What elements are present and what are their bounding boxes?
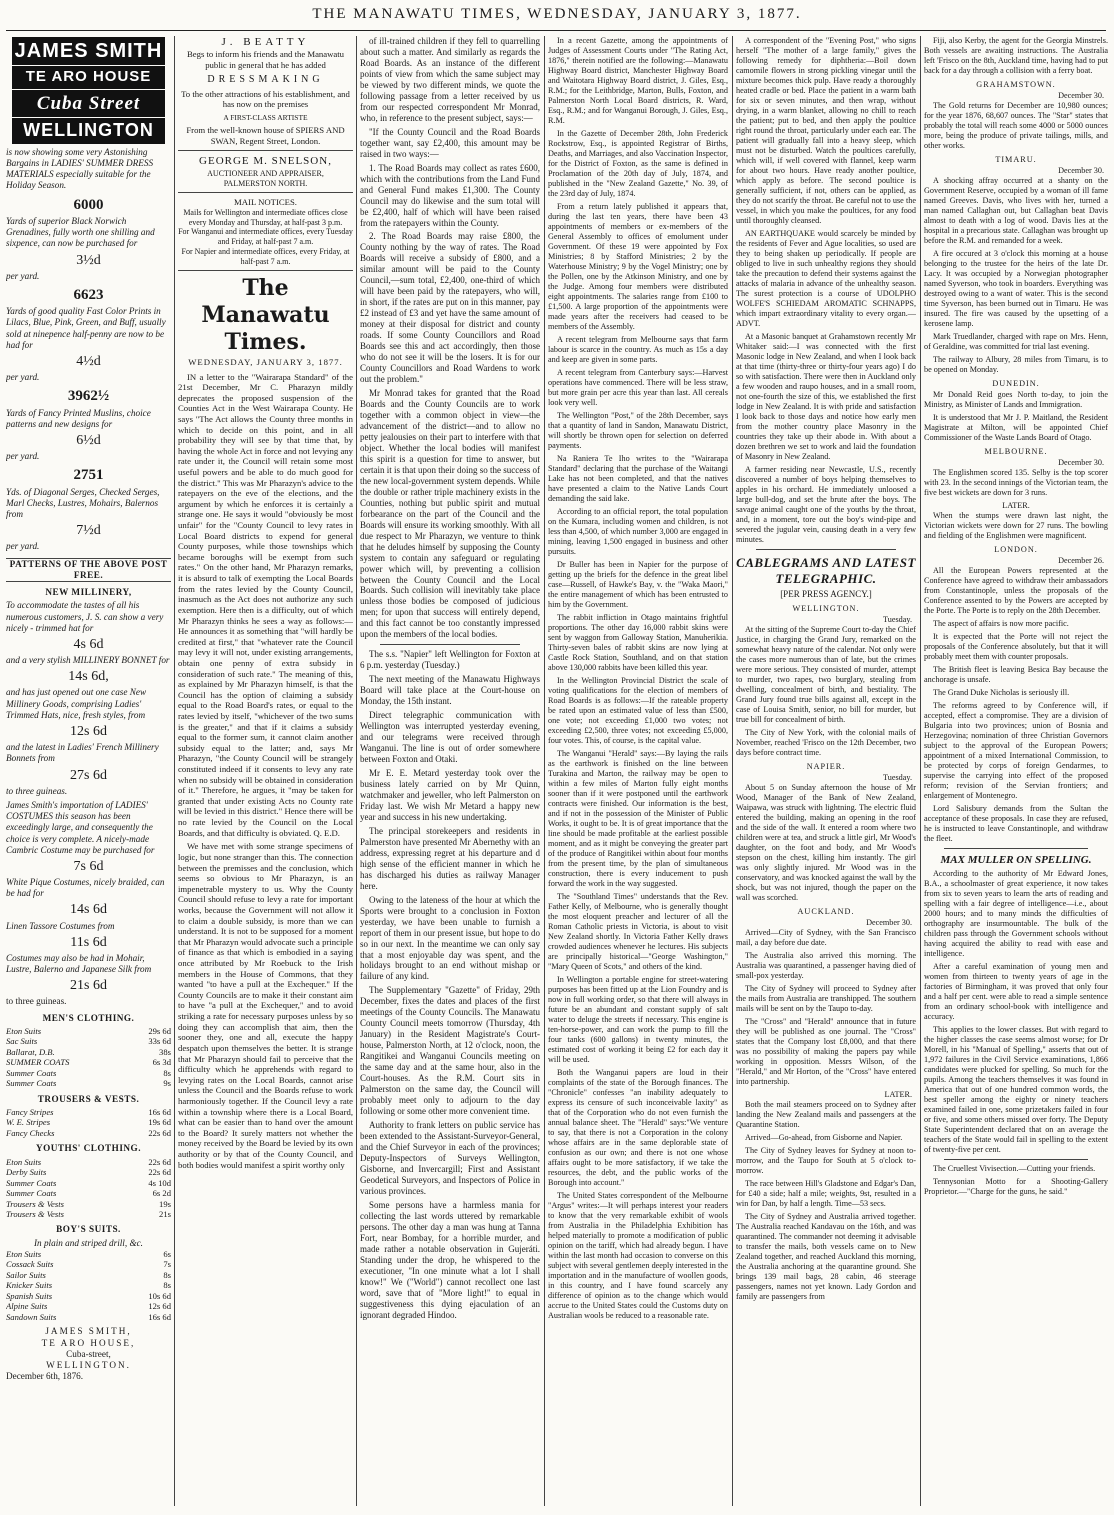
item-name: Fancy Checks [6, 1127, 55, 1138]
ad-signature: TE ARO HOUSE, [41, 1337, 136, 1348]
ad-section-heading: TROUSERS & VESTS. [37, 1093, 140, 1104]
ad-description: Costumes may also be had in Mohair, Lustre, Balerno and Japanese Silk from [6, 952, 152, 975]
dateline-day: December 30. [1058, 458, 1104, 467]
dateline-day: Tuesday. [883, 772, 912, 782]
price-row [6, 1188, 171, 1198]
article-paragraph: After a careful examination of young men and women from thirteen to twenty years of age in the factories of Birmingham, it was proved that only four and a half per cent. were able to read a simple sentence from an ordinary school-book with intelligence and accuracy. [924, 962, 1108, 1022]
beatty-advertisement [178, 36, 353, 151]
news-item: The principal storekeepers and residents in Palmerston have presented Mr Abernethy with an address, expressing regret at his departure and d high sense of the efficient manner in which he has discharged his duties as railway Manager here. [360, 825, 540, 891]
news-item: Some persons have a harmless mania for collecting the last words uttered by remarkable persons. The other day a man was hung at Tanna Fort, near Bombay, for a horrible murder, and made rather a notable observation in Gujeráti. Standing under the drop, he whispered to the executioner, "In one minute what a lot I shall know!" We ("World") cannot recollect one last word, save that of "More light!" to equal in suggestiveness this dying ejaculation of an ignorant degraded Hindoo. [360, 1199, 540, 1320]
news-item: Both the mail steamers proceed on to Sydney after landing the New Zealand mails and passengers at the Quarantine Station. [736, 1099, 916, 1129]
news-item: In Wellington a portable engine for street-watering purposes has been fitted up at the Lion Foundry and is now in full working order, so that there will always in future be an abundant and constant supply of salt water to deluge the streets if necessary. This engine is ten-horse-power, and can work the pump to fill the four tanks (600 gallons) in twenty minutes, the estimated cost of working it being £2 for each day it will be used. [548, 975, 728, 1064]
item-name: Spanish Suits [6, 1290, 53, 1301]
ad-quantity: 6623 [73, 286, 104, 303]
dateline-place: GRAHAMSTOWN. [976, 80, 1056, 89]
later-label: LATER. [1002, 501, 1030, 510]
price-row [6, 1026, 171, 1036]
ad-unit: per yard. [6, 372, 40, 383]
price-row [6, 1280, 171, 1290]
price-row [6, 1249, 171, 1259]
item-name: Trousers & Vests [6, 1209, 64, 1219]
item-name: Summer Coats [6, 1067, 57, 1078]
item-price: 8s [163, 1067, 171, 1078]
ad-price: 4½d [76, 354, 101, 370]
news-item: It is understood that Mr J. P. Maitland, the Resident Magistrate at Milton, will be appointed Chief Commissioner of the Waste Lands Board of Otago. [924, 413, 1108, 442]
news-item: When the stumps were drawn last night, the Victorian wickets were down for 27 runs. The bowling and fielding of the Englishmen were magnificent. [924, 511, 1108, 540]
dateline-place: TIMARU. [995, 155, 1037, 164]
dateline-day: Tuesday. [883, 614, 912, 624]
news-item: The City of Sydney leaves for Sydney at noon to-morrow, and the Taupo for South at 5 o'clock to-morrow. [736, 1145, 916, 1175]
item-price: 16s 6d [148, 1311, 171, 1322]
news-item: In a recent Gazette, among the appointments of Judges of Assessment Courts under "The Rating Act, 1876," therein notified are the following:—Manawatu Highway Board district, Manchester Highway Board and Waitotara Highway Board district, J. Giles, Esq., R.M.; for the Leithbridge, Marton, Bulls, Foxton, and Palmerston North Local Board districts, R. Ward, Esq., R.M.; and for Wanganui Borough, J. Giles, Esq., R.M. [548, 36, 728, 125]
mail-notice: For Wanganui and intermediate offices, every Tuesday and Friday, at half-past 7 a.m. [178, 227, 353, 247]
article-paragraph: IN a letter to the "Wairarapa Standard" of the 21st December, Mr C. Pharazyn mildly deprecates the proposed suspension of the Counties Act in the West Wairarapa County. He says "The Act allows the County three months in which to decide on this point, and in all probability they will see by that time that, by having the whole Act in force and not levying any rate under it, the Council will retain some most useful powers and be able to do much good for the district." This was Mr Pharazyn's advice to the ratepayers on the eve of the elections, and the argument by which he enforces it is certainly a strange one. He says it would "obviously be most unfair" for the "County Council to levy rates in Local Board districts to expend for general County purposes, while those townships which became boroughs will be exempt from such rates." On the other hand, Mr Pharazyn remarks, it is absurd to talk of exempting the Local Boards from the rates levied by the County Council, inasmuch as the Act does not authorize any such exemption. Here then is a difficulty, out of which Mr Pharazyn thinks he sees a way as follows:—He announces it as something that "will hardly be credited at first," that "whatever rate the Council may levy it will not, under existing arrangements, obtain one penny of extra subsidy in consideration of such rate." The meaning of this, as explained by Mr Pharazyn himself, is that the Council has the option of claiming a subsidy equal to the Road Board's rates, or equal to the rates levied by itself, "whichever of the two sums is the greater," and that if it claims a subsidy equal to the former sum, it cannot claim another subsidy equal to the latter; and, says Mr Pharazyn, "the County Council will be strangely constituted indeed if it consents to levy any rate when no subsidy will be obtained in consideration of it." Therefore, he argues, it "may be taken for granted that under existing Acts no County rate will be levied in this district." Hence there will be no rate levied by the Council on the Local Boards, and that difficulty is obviated. Q. E.D. [178, 371, 353, 838]
item-name: Sailor Suits [6, 1269, 46, 1280]
ad-description: and a very stylish MILLINERY BONNET for [6, 655, 170, 666]
article-paragraph: 1. The Road Boards may collect as rates £600, which with the contributions from the Land Fund and General Fund makes £1,300. The County Council may do likewise and the sum total will be £2,400, half of which will have been raised from the ratepayers within the County. [360, 162, 540, 228]
news-item: The rabbit infliction in Otago maintains frightful proportions. The other day 16,000 rabbit skins were sent by waggon from Galloway Station, Manuherikia. Thirty-seven bales of rabbit skins are now lying at Castle Rock Station, Southland, and on that station above 130,000 rabbits have been killed this year. [548, 613, 728, 672]
ad-service: DRESSMAKING [207, 73, 324, 85]
price-row [6, 1178, 171, 1188]
ad-price: 11s 6d [70, 934, 107, 950]
news-item: The Grand Duke Nicholas is seriously ill. [933, 688, 1070, 697]
dateline-place: WELLINGTON. [792, 603, 860, 613]
news-item: In the Gazette of December 28th, John Frederick Rockstrow, Esq., is appointed Registrar of Births, Deaths, and Marriages, and also Vaccination Inspector, for the District of Foxton, as the same is defined in Proclamation of the 20th day of July, 1874, and published in the "New Zealand Gazette," No. 39, of the 23rd day of July, 1874. [548, 129, 728, 198]
section-heading: CABLEGRAMS AND LATEST TELEGRAPHIC. [736, 555, 916, 586]
article-paragraph: This applies to the lower classes. But with regard to the higher classes the case seems almost worse; for Dr Morell, in his "Manual of Spelling," asserts that out of 1,972 failures in the Civil Service examinations, 1,866 candidates were plucked for spelling. So much for the pupils. Among the teachers themselves it was found in America that out of one hundred common words, the best speller among the eighty or ninety teachers examined failed in one, some prizetakers failed in four or five, and some others missed over forty. The Deputy State Superintendent declared that on an average the teachers of the State would fail in spelling to the extent of twenty-five per cent. [924, 1025, 1108, 1155]
ad-description: Yards of superior Black Norwich Grenadines, fully worth one shilling and sixpence, can now be purchased for [6, 215, 155, 249]
price-row [6, 1259, 171, 1269]
price-list-boys [6, 1249, 171, 1322]
ad-price: 21s 6d [70, 978, 107, 994]
dateline-place: DUNEDIN. [992, 379, 1040, 388]
ad-description: White Pique Costumes, nicely braided, can be had for [6, 877, 165, 899]
ad-text: To the other attractions of his establishment, and has now on the premises [181, 88, 350, 110]
item-name: Eton Suits [6, 1025, 42, 1036]
ad-section-heading: YOUTHS' CLOTHING. [36, 1143, 141, 1154]
ad-description: Yds. of Diagonal Serges, Checked Serges, Marl Checks, Lustres, Mohairs, Balernos from [6, 486, 160, 520]
item-price: 4s 10d [148, 1177, 171, 1188]
ad-signature: Cuba-street, [66, 1348, 111, 1359]
news-item: A farmer residing near Newcastle, U.S., recently discovered a number of boys helping themselves to apples in his orchard. He immediately unloosed a large bull-dog, and set the brute after the boys. The savage animal caught one of the youths by the throat, and, in a moment, tore out the boy's wind-pipe and severed the jugular vein, causing death in a very few minutes. [736, 465, 916, 544]
column-4 [548, 36, 728, 1506]
news-item: The City of Sydney will proceed to Sydney after the mails from Australia are transhipped. The southern mails will be sent on by the Taupo to-day. [736, 983, 916, 1013]
ad-name: J. BEATTY [221, 36, 310, 48]
ad-description: Yards of Fancy Printed Muslins, choice patterns and new designs for [6, 407, 151, 429]
price-row [6, 1301, 171, 1311]
ad-logo-house: TE ARO HOUSE [12, 66, 165, 88]
dateline-day: December 30. [866, 917, 912, 927]
ad-price: 6½d [76, 433, 101, 449]
ad-logo-city: WELLINGTON [12, 118, 165, 144]
news-item: Fiji, also Kerby, the agent for the Georgia Minstrels. Both vessels are awaiting instructions. The Australia left 'Frisco on the 8th, Auckland time, having had to put back for a day through a collision with a ferry boat. [924, 36, 1108, 75]
separator [944, 1159, 1088, 1160]
ad-price: 14s 6d [70, 902, 107, 918]
price-row [6, 1036, 171, 1046]
ad-price: 7s 6d [73, 858, 104, 874]
news-item: The City of Sydney and Australia arrived together. The Australia reached Kandavau on the 16th, and was quarantined. The commander not deeming it advisable to transfer the mails, both vessels came on to New Zealand together, and reached Auckland this morning, the Australia anchoring at the quarantine ground. She brings 139 mail bags, 28 cabin, 46 steerage passengers, names not yet known. Lady Gordon and family are passengers from [736, 1211, 916, 1301]
ad-description: to three guineas. [6, 996, 67, 1007]
dateline-place: MELBOURNE. [984, 447, 1048, 456]
article-paragraph: We have met with some strange specimens of logic, but none stranger than this. The connection between the premisses and the conclusion, which seems so obvious to Mr Pharazyn, is an impenetrable mystery to us. Why the County Council should refuse to levy a rate for important works, because the Government will not allow it to claim a double subsidy, is more than we can understand. It is not to be supposed for a moment that Mr Pharazyn would advocate such a principle of finance as that which is embodied in a saying once attributed by Mr Roebuck to the Irish members in the House of Commons, that they wanted "to have a pull at the Exchequer." If the County Councils are to make it their constant aim to have "a pull at the Exchequer," and to avoid striking a rate for necessary purposes unless by so doing they can accomplish that aim, then the sooner they, one and all, execute the happy despatch upon themselves the better. It is strange that Mr Pharazyn should fail to perceive that the difficulty which he apprehends with regard to levying rates on the Local Boards, cannot arise unless the Council and the Boards refuse to work harmoniously together. If the Council levy a rate within a township where there is a Local Board, what can be easier than to hand over the amount to the Board? It surely matters not whether the money received by the Board be levied by its own authority or by that of the County Council, and both bodies would manifest a spirit worthy only [178, 841, 353, 1170]
news-item: The United States correspondent of the Melbourne "Argus" writes:—It will perhaps interest your readers to know that the very remarkable exhibit of wools from Australia in the Philadelphia Exhibition has helped materially to promote a modification of public opinion on the tariff, which had already begun. I have within the last month had occasion to converse on this subject with several gentlemen deeply interested in the importation and in the manufacture of woollen goods, in this country, and I have found scarcely any difference of opinion as to the change which would accrue to the United States could the Customs duty on Australian wools be reduced to a reasonable rate. [548, 1191, 728, 1320]
news-item: The aspect of affairs is now more pacific. [933, 619, 1069, 628]
news-item: The Supplementary "Gazette" of Friday, 29th December, fixes the dates and places of the first meetings of the County Councils. The Manawatu County Council meets tomorrow (Thursday, 4th January) in the Resident Magistrate's Court-house, Palmerston North, at 12 o'clock, noon, the Rangitikei and Wanganui Councils meeting on the same day and at the same hour, also in the Court-houses. As the R.M. Court sits in Palmerston on the same day, the Council will probably meet only to adjourn to the day following or some other more convenient time. [360, 985, 540, 1117]
ad-section-heading: BOY'S SUITS. [56, 1224, 121, 1235]
news-item: Arrived—Go-ahead, from Gisborne and Napier. [745, 1132, 903, 1142]
item-price: 29s 6d [148, 1025, 171, 1036]
item-name: W. E. Stripes [6, 1117, 51, 1128]
item-name: SUMMER COATS [6, 1057, 70, 1068]
ad-price: 3½d [76, 252, 101, 268]
news-item: The reforms agreed to by Conference will, if accepted, effect a compromise. They are a division of Bulgaria into two provinces; union of Bosnia and Herzegovina; nomination of three Christian Governors subject to the approval of the European Powers; appointment of a mixed International Commission, to be protected by corps of foreign Gendarmes, to supervise the carrying into effect of the proposed reform; revision of the Servian frontiers; and enlargement of Montenegro. [924, 701, 1108, 800]
price-row [6, 1068, 171, 1078]
ad-text: From the well-known house of SPIERS AND SWAN, Regent Street, London. [186, 125, 345, 146]
item-price: 6s [163, 1248, 171, 1259]
ad-description: Yards of good quality Fast Color Prints in Lilacs, Blue, Pink, Green, and Buff, usually sold at ninepence half-penny are now to be had for [6, 306, 166, 350]
item-price: 8s [163, 1269, 171, 1280]
item-name: Alpine Suits [6, 1301, 48, 1312]
item-name: Summer Coats [6, 1188, 57, 1199]
ad-unit: per yard. [6, 270, 40, 281]
news-item: According to an official report, the total population on the Kumara, including women and children, is not less than 4,500, of which number 3,000 are engaged in mining, leaving 1,500 engaged in business and other pursuits. [548, 507, 728, 556]
column-6 [924, 36, 1108, 1506]
news-item: Na Raniera Te Iho writes to the "Wairarapa Standard" declaring that the purchase of the Waitangi Lake has not been completed, and that the natives have presented a claim to the Native Lands Court demanding the said lake. [548, 454, 728, 503]
price-row [6, 1117, 171, 1127]
news-item: The Wellington "Post," of the 28th December, says that a quantity of land in Sandon, Manawatu District, will shortly be thrown open for selection on deferred payments. [548, 411, 728, 450]
news-item: Mr Donald Reid goes North to-day, to join the Ministry, as Minister of Lands and Immigration. [924, 390, 1108, 409]
article-paragraph: According to the authority of Mr Edward Jones, B.A., a schoolmaster of great experience, it now takes from six to seven years to learn the arts of reading and spelling with a fair degree of intelligence—i.e., about 2000 hours; and to many minds the difficulties of orthography are insurmountable. The bulk of the children pass through the Government schools without having acquired the ability to read with ease and intelligence. [924, 869, 1108, 959]
item-name: Eton Suits [6, 1156, 42, 1167]
item-name: Summer Coats [6, 1078, 57, 1089]
news-item: AN EARTHQUAKE would scarcely be minded by the residents of Fever and Ague localities, so used are they to being shaken up periodically. If people are obliged to live in such unhealthy regions they should take the precaution to defend their systems against the attacks of malaria in advance of the unhealthy season. The surest protection is a course of UDOLPHO WOLFE'S SCHIEDAM AROMATIC SCHNAPPS, which impart extraordinary vitality to every organ.—ADVT. [736, 229, 916, 328]
ad-section-heading: MEN'S CLOTHING. [42, 1012, 135, 1023]
price-list-men [6, 1026, 171, 1089]
news-item: Arrived—City of Sydney, with the San Francisco mail, a day before due date. [736, 927, 916, 947]
ad-price: 7½d [76, 523, 101, 539]
news-item: A correspondent of the "Evening Post," who signs herself "The mother of a large family," gives the following remedy for diphtheria:—Boil down camomile flowers in strong pickling vinegar until the mixture becomes thick pulp. Have ready a thoroughly heated cradle or bed. Place the patient in a warm bath for six or seven minutes, and then wrap, without drying, in a warm blanket, allowing no chill to reach the patient; put to bed, and then apply the poultice right round the throat, particularly under each ear. The patient will gradually fall into a heavy sleep, which must not be disturbed. Watch the poultices carefully, which will, if well covered with flannel, keep warm for about two hours. Have ready another poultice, which apply as before. The second poultice is generally sufficient, if not, others can be applied, as they do not scarify the throat. Be careful not to use the vessel, in which you make the poultices, for any food until thoroughly cleansed. [736, 36, 916, 225]
ad-price: 4s 6d [73, 637, 104, 652]
ad-patterns-notice: PATTERNS OF THE ABOVE POST FREE. [6, 558, 171, 582]
price-row [6, 1312, 171, 1322]
ad-logo-name: JAMES SMITH [12, 37, 165, 65]
column-rule [356, 36, 357, 1506]
item-name: Sac Suits [6, 1036, 38, 1047]
price-row [6, 1057, 171, 1067]
news-item: The Wanganui "Herald" says:—By laying the rails as the earthwork is finished on the line between Turakina and Marton, the railway may be open to within a few miles of Marton fully eight months sooner than if it were postponed until the earthwork contracts were finished. Our information is the best, and if not in the possession of the Minister of Public Works, it ought to be. It is of great importance that the line should be made profitable at the earliest possible moment, and as it might be conveying the greater part of the produce of Rangitikei within about four months from the present time, by the plan of simultaneous construction, there is every inducement to push forward the work in the way suggested. [548, 749, 728, 888]
item-price: 6s 3d [152, 1057, 171, 1068]
news-item: Mark Truedlander, charged with rape on Mrs. Henn, of Geraldine, was committed for trial last evening. [924, 332, 1108, 351]
news-item: In the Wellington Provincial District the scale of voting qualifications for the election of members of Road Boards is as follows:—If the rateable property be rated upon an estimated value of less than £500, one vote; not exceeding £1,000 two votes; not exceeding £2,500, three votes; not exceeding £5,000, four votes. This, of course, is the capital value. [548, 676, 728, 745]
news-item: Authority to frank letters on public service has been extended to the Assistant-Surveyor-General, and the Chief Surveyor in each of the provinces; Deputy-Inspectors of Surveys Wellington, Gisborne, and Invercargill; First and Assistant Geodetical Surveyors, and Inspectors of Police in various provinces. [360, 1120, 540, 1196]
ad-quantity: 6000 [73, 196, 104, 213]
dateline-day: December 26. [1058, 556, 1104, 565]
issue-date: WEDNESDAY, JANUARY 3, 1877. [188, 356, 343, 367]
news-item: A recent telegram from Canterbury says:—Harvest operations have commenced. There will be less straw, but more grain per acre this year than last. All cereals look very well. [548, 368, 728, 407]
item-price: 21s [159, 1209, 171, 1219]
article-paragraph: of ill-trained children if they fell to quarrelling about such a matter. And similarly as regards the Road Boards. As an instance of the different points of view from which the same subject may be viewed by two different minds, we quote the following passage from a letter received by us from our respected correspondent Mr Monrad, who, in reference to the present subject, says:— [360, 36, 540, 123]
item-price: 10s 6d [148, 1290, 171, 1301]
news-item: The next meeting of the Manawatu Highways Board will take place at the Court-house on Monday, the 15th instant. [360, 674, 540, 707]
ad-price: 27s 6d [70, 767, 107, 783]
item-price: 9s [163, 1078, 171, 1089]
ad-description: to three guineas. [6, 785, 68, 796]
ad-unit: per yard. [6, 541, 40, 552]
ad-description: James Smith's importation of LADIES' COSTUMES this season has been exceedingly large, and consequently the choice is very complete. A nicely-made Cambric Costume may be purchased for [6, 799, 155, 855]
item-name: Ballarat, D.B. [6, 1046, 55, 1057]
news-item: The Englishmen scored 135. Selby is the top scorer with 23. In the second innings of the Victorian team, the five best wickets are down for 3 runs. [924, 468, 1108, 497]
item-price: 6s 2d [152, 1188, 171, 1199]
item-price: 22s 6d [148, 1156, 171, 1167]
ad-name: GEORGE M. SNELSON, [199, 155, 332, 168]
article-paragraph: Mr Monrad takes for granted that the Road Boards and the County Councils are to work together with a common object in view—the advancement of the district—and to allow no petty jealousies on their part to interfere with that object. Whether the local bodies will manifest this spirit is a question for time to answer, but certain it is that upon their doing so the success of the new local-government system depends. While the double or rather triple machinery exists in the Counties, nothing but public spirit and mutual forbearance on the part of the Council and the Boards will ensure its working smoothly. With all due respect to Mr Pharazyn, we venture to think that he deludes himself by supposing the County system to contain any safeguard or regulating power which will, by preventing a collision between the County Council and the Local Boards. Such collision will inevitably take place unless those bodies be composed of judicious men; for upon that success will entirely depend, and this fact cannot be too constantly impressed upon the members of the local bodies. [360, 388, 540, 640]
ad-logo-street: Cuba Street [12, 90, 165, 117]
item-price: 7s [163, 1259, 171, 1270]
mail-notice: Mails for Wellington and intermediate offices close every Monday and Thursday, at half-past 3 p.m. [183, 207, 348, 227]
item-name: Summer Coats [6, 1177, 57, 1188]
item-name: Eton Suits [6, 1248, 42, 1259]
price-row [6, 1128, 171, 1138]
press-agency-note: [PER PRESS AGENCY.] [780, 588, 872, 599]
news-item: The race between Hill's Gladstone and Edgar's Dan, for £40 a side; half a mile; weights, 9st, resulted in a win for Dan, by half a length. Time—53 secs. [736, 1178, 916, 1208]
ad-description: To accommodate the tastes of all his numerous customers, J. S. can show a very nicely - trimmed hat for [6, 600, 164, 633]
ad-millinery-heading: NEW MILLINERY, [45, 587, 132, 598]
dateline-place: LONDON. [994, 545, 1038, 554]
news-item: Both the Wanganui papers are loud in their complaints of the state of the Borough finances. The "Chronicle" confesses "an inability adequately to express its censure of such inconceivable laxity" as that of the Corporation who do not even furnish the annual balance sheet. The "Herald" says:"We venture to say, that there is not a Corporation in the colony whose affairs are in the same deplorable state of confusion as our own; and there is not one whose affairs ought to be more satisfactory, if we take the resources, the debt, and the public works of the Borough into account." [548, 1068, 728, 1187]
item-price: 33s 6d [148, 1036, 171, 1047]
item-price: 16s 6d [148, 1106, 171, 1117]
ad-quantity: 2751 [73, 467, 104, 484]
newspaper-title: The Manawatu Times. [201, 275, 330, 356]
news-item: The Cruellest Vivisection.—Cutting your friends. [933, 1164, 1096, 1174]
price-row [6, 1107, 171, 1117]
news-item: At a Masonic banquet at Grahamstown recently Mr Whitaker said:—I was connected with the first Masonic lodge in New Zealand, and when I look back at that time (thirty-three or thirty-four years ago) I do so with satisfaction. There were then in Auckland only a few wooden and raupo houses, and in a small room, not one-fourth the size of this, we established the first lodge in New Zealand. It is with pride and satisfaction I look back to those days and notice how early men from the mother country place Masonry in the countries they take up their abode in. With about a dozen brethren we set to work and laid the foundation of Masonry in New Zealand. [736, 332, 916, 461]
item-name: Cossack Suits [6, 1259, 54, 1270]
news-item: The British fleet is leaving Besica Bay because the anchorage is unsafe. [924, 665, 1108, 684]
dateline-day: December 30. [1058, 91, 1104, 100]
column-rule [174, 36, 175, 1506]
news-item: About 5 on Sunday afternoon the house of Mr Wood, Manager of the Bank of New Zealand, Waipawa, was struck with lightning. The electric fluid entered the building, making an opening in the roof and the side of the wall. It entered a room where two children were at tea, and struck a little girl, Mr Wood's daughter, on the foot and body, and Mr Wood's stepson on the chest, killing him instantly. The girl was only slightly injured. Mr Wood was in the conservatory, and was knocked against the wall by the shock, but was not injured, though the paper on the wall was scorched. [736, 782, 916, 902]
separator [944, 848, 1088, 849]
mail-heading: MAIL NOTICES. [234, 197, 297, 208]
mail-notices [178, 197, 353, 271]
news-item: A shocking affray occurred at a shanty on the Government Reserve, occupied by a woman of ill fame named Greeves. Davis, who lives with her, turned a man named Callaghan out, but Callaghan beat Davis almost to death with a log of wood. Davis lies at the hospital in a precarious state. Callaghan was brought up before the R.M. and remanded for a week. [924, 176, 1108, 245]
news-item: Tennysonian Motto for a Shooting-Gallery Proprietor.—"Charge for the guns, he said." [924, 1177, 1108, 1197]
item-name: Trousers & Vests [6, 1198, 64, 1209]
separator [756, 549, 896, 550]
item-price: 38s [159, 1046, 171, 1057]
item-name: Sandown Suits [6, 1311, 57, 1322]
price-row [6, 1167, 171, 1177]
mail-notice: For Napier and intermediate offices, every Friday, at half-past 7 a.m. [181, 246, 350, 266]
price-row [6, 1199, 171, 1209]
article-heading: MAX MULLER ON SPELLING. [940, 854, 1092, 866]
dateline-day: December 30. [1058, 166, 1104, 175]
article-paragraph: "If the County Council and the Road Boards together want, say £2,400, this amount may be raised in two ways:— [360, 126, 540, 159]
ad-description: and has just opened out one case New Millinery Goods, comprising Ladies' Trimmed Hats, nice, fresh styles, from [6, 687, 147, 720]
ad-subheading: In plain and striped drill, &c. [34, 1237, 143, 1248]
ad-description: and the latest in Ladies' French Millinery Bonnets from [6, 742, 159, 764]
price-row [6, 1209, 171, 1219]
column-rule [920, 36, 921, 1506]
ad-description: Linen Tassore Costumes from [6, 920, 115, 931]
item-price: 12s 6d [148, 1301, 171, 1312]
ad-price: 12s 6d [70, 724, 107, 740]
ad-date: December 6th, 1876. [6, 1371, 84, 1382]
news-item: The City of New York, with the colonial mails of November, reached 'Frisco on the 12th December, two days before contract time. [736, 727, 916, 757]
ad-text: Begs to inform his friends and the Manawatu public in general that he has added [186, 49, 345, 71]
news-item: Lord Salisbury demands from the Sultan the acceptance of these proposals. In case they are refused, he is instructed to leave Constantinople, and withdraw the fleet. [924, 804, 1108, 843]
masthead-rule [6, 30, 1106, 31]
ad-signature: WELLINGTON. [46, 1359, 131, 1370]
column-rule [732, 36, 733, 1506]
column-rule [544, 36, 545, 1506]
ad-quantity: 3962½ [67, 388, 110, 405]
news-item: The railway to Albury, 28 miles from Timaru, is to be opened on Monday. [924, 355, 1108, 374]
item-price: 19s [159, 1198, 171, 1209]
item-price: 19s 6d [148, 1117, 171, 1128]
snelson-advertisement [178, 155, 353, 193]
price-list-trousers [6, 1107, 171, 1138]
item-name: Knicker Suits [6, 1280, 53, 1291]
news-item: All the European Powers represented at the Conference have agreed to withdraw their ambassadors from Constantinople, unless the proposals of the Conference assented to by the Powers are accepted by the Porte. The Porte is to reply on the 28th December. [924, 566, 1108, 615]
news-item: The "Cross" and "Herald" announce that in future they will be published as one journal. The "Cross" states that the Company lost £8,000, and that there was no possibility of making the papers pay while working in opposition. Messrs Wilson, of the "Herald," and Mr Horton, of the "Cross" have entered into partnership. [736, 1016, 916, 1086]
ad-intro: is now showing some very Astonishing Bargains in LADIES' SUMMER DRESS MATERIALS especially suitable for the Holiday Season. [6, 146, 154, 191]
news-item: A fire occured at 3 o'clock this morning at a house belonging to the trustee for the heirs of the late Dr. Lacy. It was occupied by a Norwegian photographer named Syverson, who took in boarders. Everything was destroyed owing to a want of water. This is the second time Syverson, has been burned out in Timaru. He was insured. The fire was caused by the upsetting of a kerosene lamp. [924, 249, 1108, 328]
price-row [6, 1270, 171, 1280]
column-1-advertisement [6, 36, 171, 1506]
price-row [6, 1291, 171, 1301]
column-5 [736, 36, 916, 1506]
news-item: Owing to the lateness of the hour at which the Sports were brought to a conclusion in Foxton yesterday, we have been unable to furnish a report of them in our present issue, but hope to do so in our next. In the meantime we can only say that a most enjoyable day was spent, and the holidays brought to an end without mishap or failure of any kind. [360, 894, 540, 982]
item-price: 22s 6d [148, 1127, 171, 1138]
article-paragraph: 2. The Road Boards may raise £800, the County nothing by the way of rates. The Road Boards will receive a subsidy of £800, and a similar amount will be paid to the County Council,—sum total, £2,400, one-third of which will have been paid by the ratepayers, who will, in short, if the rates are put on in this manner, pay £2 instead of £3 and yet have the same amount of money at their disposal for district and county roads. If some County Councillors and Road Boards see this and act accordingly, then those who do not see it will be the losers. It is for our County Councillors and Road Wardens to work out the problem." [360, 231, 540, 385]
dateline-place: NAPIER. [806, 761, 846, 771]
price-row [6, 1078, 171, 1088]
item-price: 8s [163, 1280, 171, 1291]
news-item: At the sitting of the Supreme Court to-day the Chief Justice, in charging the Grand Jury, remarked on the somewhat heavy nature of the calendar. Not only were the cases more numerous than of late, but the crimes were more serious. They consisted of murder, attempt to murder, two rapes, two burglary, stealing from dwelling, concealment of birth, and bestiality. The Grand Jury found true bills against all, except in the case of Louisa Smith, senior, no bill for murder, but true bill for concealment of birth. [736, 624, 916, 724]
item-price: 22s 6d [148, 1167, 171, 1178]
item-name: Derby Suits [6, 1167, 47, 1178]
news-item: From a return lately published it appears that, during the last ten years, there have been 43 appointments of members or ex-members of the General Assembly to offices of emolument under Government. Of these 19 were appointed by Fox Ministries; 8 by Stafford Ministries; 2 by the Waterhouse Ministry; 9 by the Vogel Ministry; one by the Pollen, one by the Atkinson Ministry, and one by the Judge. Among four members were distributed eight appointments. The salaries range from £100 to £1,500. A large proportion of the appointments were made years after the receivers had ceased to be members of the Assembly. [548, 202, 728, 331]
dateline-place: AUCKLAND. [797, 906, 855, 916]
news-item: Mr E. E. Metard yesterday took over the business lately carried on by Mr Quinn, watchmaker and jeweller, who left Palmerston on Friday last. We wish Mr Metard a happy new year and success in his new undertaking. [360, 768, 540, 822]
column-3 [360, 36, 540, 1506]
price-row [6, 1157, 171, 1167]
news-item: The Gold returns for December are 10,980 ounces; for the year 1876, 68,607 ounces. The "Star" states that probably the total will reach some 4000 or 5000 ounces more, being the produce of private tailings, mills, and other works. [924, 101, 1108, 150]
ad-unit: per yard. [6, 451, 40, 462]
ad-text: AUCTIONEER AND APPRAISER, [207, 168, 324, 178]
news-item: The "Southland Times" understands that the Rev. Father Kelly, of Melbourne, who is generally thought the most eloquent preacher and lecturer of all the Roman Catholic priests in Victoria, is about to visit New Zealand shortly. In Victoria Father Kelly draws crowded audiences whenever he lectures. His subjects are principally historical—"George Washington," "Mary Queen of Scots," and others of the kind. [548, 892, 728, 971]
news-item: It is expected that the Porte will not reject the proposals of the Conference absolutely, but that it will probably meet them with counter proposals. [924, 632, 1108, 661]
news-item: The s.s. "Napier" left Wellington for Foxton at 6 p.m. yesterday (Tuesday.) [360, 649, 540, 671]
news-item: Dr Buller has been in Napier for the purpose of getting up the briefs for the defence in the great libel case—Russell, of Hawke's Bay, v. the "Waka Maori," the entire management of which has been entrusted to him by the Government. [548, 560, 728, 609]
masthead: THE MANAWATU TIMES, WEDNESDAY, JANUARY 3, 1877. [312, 6, 802, 22]
news-item: A recent telegram from Melbourne says that farm labour is scarce in the country. As much as 15s a day and keep are given in some parts. [548, 335, 728, 364]
news-item: Direct telegraphic communication with Wellington was interrupted yesterday evening, and our telegrams were received through Wanganui. The line is out of order somewhere between Foxton and Otaki. [360, 710, 540, 765]
ad-text: A FIRST-CLASS ARTISTE [223, 113, 308, 123]
column-2 [178, 36, 353, 1506]
separator [380, 644, 520, 645]
ad-text: PALMERSTON NORTH. [223, 178, 308, 188]
price-row [6, 1047, 171, 1057]
news-item: The Australia also arrived this morning. The Australia was quarantined, a passenger having died of small-pox yesterday. [736, 950, 916, 980]
ad-price: 14s 6d, [68, 669, 109, 685]
ad-signature: JAMES SMITH, [45, 1326, 132, 1337]
later-label: LATER. [884, 1089, 912, 1099]
price-list-youths [6, 1157, 171, 1220]
item-name: Fancy Stripes [6, 1106, 54, 1117]
